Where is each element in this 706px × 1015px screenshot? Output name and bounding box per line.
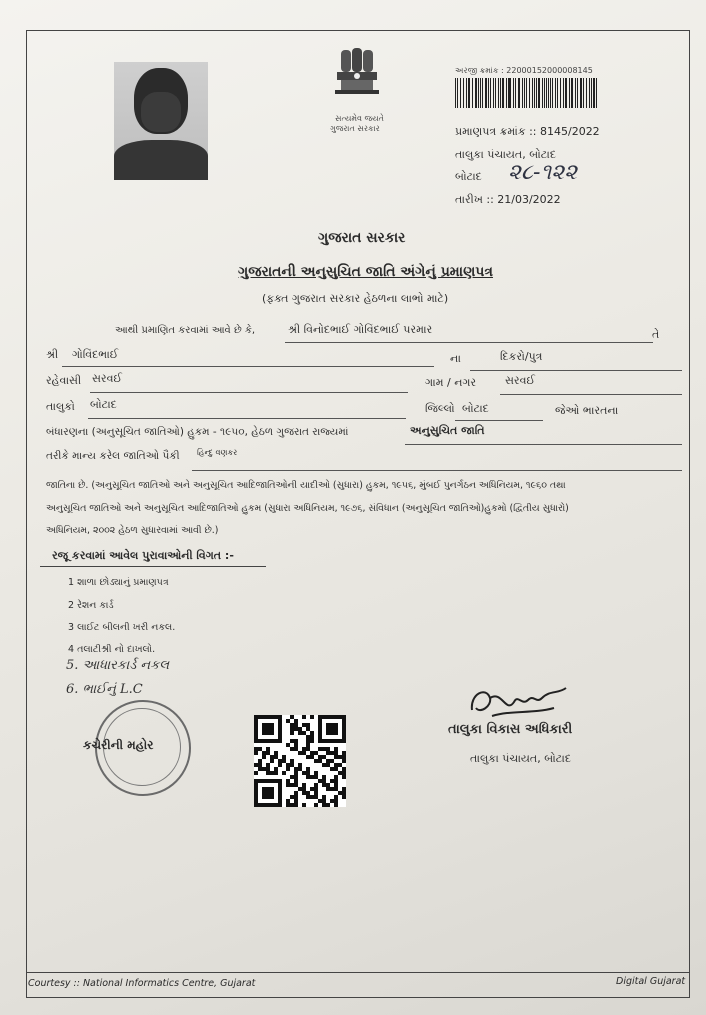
resident-label: રહેવાસી — [46, 374, 82, 387]
constitution-text: બંધારણના (અનુસૂચિત જાતિઓ) હુકમ - ૧૯૫૦, હેઠળ ગુજરાત રાજ્યમાં — [46, 426, 349, 438]
officer-office: તાલુકા પંચાયત, બોટાદ — [470, 752, 572, 765]
recognized-text: તરીકે માન્ય કરેલ જાતિઓ પૈકી — [46, 450, 180, 462]
evidence-item-3: 3 લાઈટ બીલની ખરી નકલ. — [68, 622, 176, 633]
village-label: ગામ / નગર — [425, 376, 477, 389]
certificate-number: પ્રમાણપત્ર ક્રમાંક :: 8145/2022 — [455, 125, 600, 138]
district-label: જિલ્લો — [425, 402, 455, 415]
certify-prefix: આથી પ્રમાણિત કરવામાં આવે છે કે, — [115, 325, 256, 336]
handwritten-number: ૨૮-૧૨૨ — [508, 160, 578, 185]
evidence-handwritten-6: 6. ભાઈનું L.C — [66, 682, 143, 697]
state-emblem-icon — [327, 48, 387, 112]
emblem-caption-2: ગુજરાત સરકાર — [330, 124, 380, 133]
place-label: બોટાદ — [455, 170, 482, 183]
evidence-handwritten-5: 5. આધારકાર્ડ નકલ — [66, 658, 170, 673]
evidence-item-2: 2 રેશન કાર્ડ — [68, 600, 114, 611]
category-value: અનુસુચિત જાતિ — [410, 424, 485, 437]
evidence-item-1: 1 શાળા છોડ્યાનું પ્રમાણપત્ર — [68, 577, 169, 588]
evidence-item-4: 4 તલાટીશ્રી નો દાખલો. — [68, 644, 156, 655]
india-label: જેઓ ભારતના — [555, 404, 619, 417]
officer-title: તાલુકા વિકાસ અધિકારી — [448, 722, 573, 737]
applicant-photo — [114, 62, 208, 180]
qr-code — [254, 715, 346, 807]
issuing-office: તાલુકા પંચાયત, બોટાદ — [455, 148, 557, 161]
government-title: ગુજરાત સરકાર — [318, 230, 406, 246]
relation-value: દિકરો/પુત્ર — [500, 350, 543, 363]
applicant-name: શ્રી વિનોદભાઈ ગોવિંદભાઈ પરમાર — [288, 323, 433, 336]
father-prefix: શ્રી — [46, 348, 59, 361]
te-text: તે — [652, 328, 660, 341]
village-value: સરવઈ — [92, 372, 122, 385]
na-text: ના — [450, 352, 461, 365]
father-name: ગોવિંદભાઈ — [72, 348, 119, 361]
application-number: અરજી ક્રમાંક : 22000152000008145 — [455, 66, 593, 75]
caste-value: હિન્દુ વણકર — [197, 448, 238, 457]
para-line-3: અધિનિયમ, ૨૦૦૨ હેઠળ સુધારવામાં આવી છે.) — [46, 525, 219, 536]
courtesy-text: Courtesy :: National Informatics Centre, Gujarat — [28, 978, 256, 989]
digital-gujarat-brand: Digital Gujarat — [616, 976, 686, 987]
district-value: બોટાદ — [462, 402, 489, 415]
emblem-caption-1: સત્યમેવ જયતે — [335, 114, 384, 123]
para-line-1: જાતિના છે. (અનુસૂચિત જાતિઓ અને અનુસૂચિત આદિજાતિઓની યાદીઓ (સુધારા) હુકમ, ૧૯૫૬, મુંબઈ પુનર્ગઠન અધિનિયમ, ૧૯૬૦ તથા — [46, 480, 566, 491]
certificate-subtitle: (ફક્ત ગુજરાત સરકાર હેઠળના લાભો માટે) — [262, 292, 449, 305]
village-value-2: સરવઈ — [505, 374, 535, 387]
barcode — [455, 78, 599, 108]
evidence-heading: રજૂ કરવામાં આવેલ પુરાવાઓની વિગત :- — [52, 549, 234, 562]
seal-text: કચેરીની મહોર — [83, 738, 154, 752]
para-line-2: અનુસૂચિત જાતિઓ અને અનુસૂચિત આદિજાતિઓ હુકમ (સુધારા અધિનિયમ, ૧૯૭૬, સંવિધાન (અનુસૂચિત જાતિઓ)હુકમો (દ્વિતીય સુધારો) — [46, 503, 569, 514]
taluka-value: બોટાદ — [90, 398, 117, 411]
taluka-label: તાલુકો — [46, 400, 75, 413]
issue-date: તારીખ :: 21/03/2022 — [455, 193, 561, 206]
certificate-title: ગુજરાતની અનુસુચિત જાતિ અંગેનું પ્રમાણપત્ર — [238, 264, 494, 280]
